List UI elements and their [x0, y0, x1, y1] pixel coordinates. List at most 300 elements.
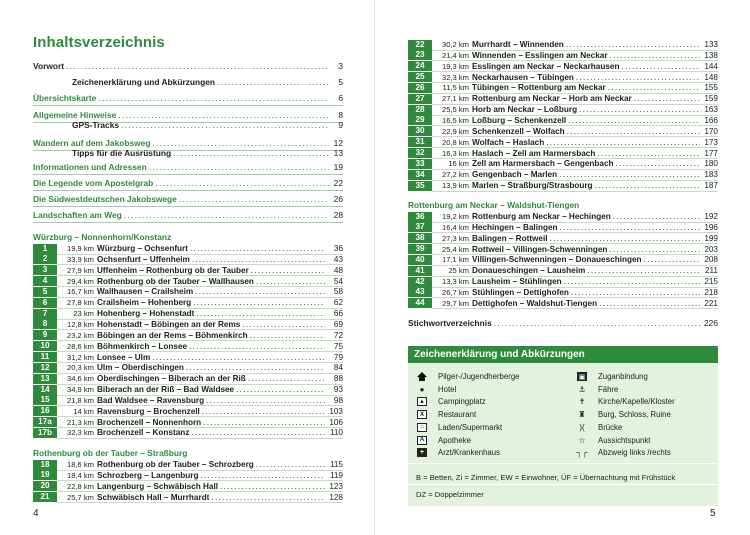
- leader-dots: [579, 105, 700, 114]
- stage-distance: 18,4 km: [66, 470, 94, 480]
- stage-number-badge: 30: [408, 126, 432, 136]
- stage-number-badge: 4: [33, 276, 57, 286]
- stage-route: Hohenberg – Hohenstadt: [97, 309, 195, 319]
- stage-distance: 14 km: [73, 406, 94, 416]
- stage-distance: 30,2 km: [441, 40, 469, 49]
- stage-number-badge: 38: [408, 233, 432, 243]
- stage-route: Schwäbisch Hall – Murrhardt: [97, 492, 210, 502]
- stage-route: Rottenburg am Neckar – Horb am Neckar: [472, 94, 632, 104]
- stage-page: 66: [333, 309, 343, 319]
- stage-row[interactable]: [408, 169, 718, 180]
- toc-entry-label: Wandern auf dem Jakobsweg: [33, 138, 151, 148]
- toc-entry-page: 3: [338, 61, 343, 71]
- toc-entry-label: Übersichtskarte: [33, 93, 97, 103]
- leader-dots: [494, 318, 702, 329]
- toc-entry[interactable]: [72, 77, 343, 88]
- stage-page: 163: [704, 105, 718, 115]
- stage-route: Horb am Neckar – Loßburg: [472, 105, 578, 115]
- legend-item: [576, 447, 671, 458]
- stage-number-badge: 35: [408, 181, 432, 191]
- stage-number-badge: 6: [33, 298, 57, 308]
- leader-dots: [566, 40, 700, 49]
- leader-dots: [587, 266, 700, 275]
- stage-number-badge: 16: [33, 406, 57, 416]
- stage-distance: 27,2 km: [441, 170, 469, 180]
- toc-entry-page: 12: [333, 138, 343, 148]
- stage-number-badge: 36: [408, 212, 432, 222]
- stage-row[interactable]: [33, 373, 343, 384]
- leader-dots: [597, 149, 700, 158]
- restaurant-icon: X: [416, 410, 428, 420]
- stage-page: 173: [704, 137, 718, 147]
- stage-distance: 16,4 km: [441, 222, 469, 232]
- stage-row[interactable]: [33, 352, 343, 363]
- stage-page: 183: [704, 170, 718, 180]
- stage-page: 75: [333, 341, 343, 351]
- legend-item: [576, 384, 618, 395]
- stage-distance: 20,3 km: [66, 363, 94, 373]
- toc-entry-page: 26: [333, 194, 343, 204]
- shop-icon: ⌂: [416, 422, 428, 432]
- toc-entry[interactable]: [72, 120, 343, 131]
- stage-distance: 13,3 km: [441, 277, 469, 287]
- stage-route: Villingen-Schwenningen – Donaueschingen: [472, 255, 642, 265]
- legend-label: Laden/Supermarkt: [438, 422, 503, 432]
- stage-number-badge: 44: [408, 298, 432, 308]
- stage-distance: 20,8 km: [441, 137, 469, 147]
- stage-number-badge: 24: [408, 61, 432, 71]
- stage-number-badge: 43: [408, 287, 432, 297]
- stage-page: 54: [333, 276, 343, 286]
- stage-row[interactable]: [33, 470, 343, 481]
- stage-page: 43: [333, 254, 343, 264]
- stage-number-badge: 2: [33, 254, 57, 264]
- stage-distance: 19,2 km: [441, 212, 469, 221]
- pharmacy-icon: A: [416, 435, 428, 445]
- stage-distance: 23,2 km: [66, 330, 94, 340]
- stage-number-badge: 17b: [33, 428, 57, 438]
- stage-row[interactable]: [33, 297, 343, 308]
- stage-distance: 17,1 km: [441, 255, 469, 265]
- leader-dots: [66, 61, 329, 72]
- section-title-rottenburg: Rottenburg am Neckar – Waldshut-Tiengen: [408, 200, 580, 210]
- stage-number-badge: 25: [408, 72, 432, 82]
- stage-route: Schenkenzell – Wolfach: [472, 126, 565, 136]
- toc-entry[interactable]: [33, 61, 343, 72]
- leader-dots: [98, 93, 329, 104]
- stage-route: Wolfach – Haslach: [472, 137, 545, 147]
- toc-entry-page: 13: [333, 148, 343, 158]
- stage-row[interactable]: [33, 265, 343, 276]
- leader-dots: [196, 309, 325, 318]
- leader-dots: [571, 288, 700, 297]
- stage-row[interactable]: [33, 254, 343, 265]
- toc-entry[interactable]: [33, 178, 343, 189]
- stage-row[interactable]: [408, 50, 718, 61]
- legend-label: Abzweig links /rechts: [598, 448, 671, 458]
- legend-label: Brücke: [598, 422, 623, 432]
- stage-divider: [432, 308, 718, 309]
- leader-dots: [124, 210, 329, 221]
- leader-dots: [608, 83, 700, 92]
- leader-dots: [546, 138, 700, 147]
- stage-row[interactable]: [408, 93, 718, 104]
- stage-number-badge: 8: [33, 319, 57, 329]
- legend-item: [416, 384, 456, 395]
- leader-dots: [202, 407, 325, 416]
- toc-entry-label: Zeichenerklärung und Abkürzungen: [72, 77, 216, 87]
- legend-divider: [408, 463, 718, 464]
- stage-row[interactable]: [33, 481, 343, 492]
- page-number-right: 5: [710, 508, 716, 519]
- stage-route: Hohenstadt – Böbingen an der Rems: [97, 319, 241, 329]
- hostel-icon: [416, 372, 428, 382]
- stage-route: Ulm – Oberdischingen: [97, 363, 184, 373]
- turn-icon: ┐┌: [576, 448, 588, 458]
- stage-row[interactable]: [408, 126, 718, 137]
- stage-page: 203: [704, 244, 718, 254]
- legend-item: [416, 371, 520, 382]
- leader-dots: [256, 277, 325, 286]
- stage-route: Tübingen – Rottenburg am Neckar: [472, 83, 606, 93]
- legend-item: [416, 409, 476, 420]
- toc-entry-page: 8: [338, 110, 343, 120]
- stage-route: Crailsheim – Hohenberg: [97, 298, 192, 308]
- stage-route: Esslingen am Neckar – Neckarhausen: [472, 61, 620, 71]
- stage-row[interactable]: [408, 104, 718, 115]
- legend-abbrev-line-1: B = Betten, Zi = Zimmer, EW = Einwohner, ÜF = Übernachtung mit Frühstück: [416, 473, 676, 482]
- toc-entry[interactable]: [33, 162, 343, 173]
- stage-route: Ravensburg – Brochenzell: [97, 406, 200, 416]
- stage-route: Zell am Harmersbach – Gengenbach: [472, 159, 614, 169]
- stage-row[interactable]: [408, 158, 718, 169]
- camping-icon: ▲: [416, 397, 428, 407]
- stage-route: Winnenden – Esslingen am Neckar: [472, 50, 608, 60]
- stage-route: Ochsenfurt – Uffenheim: [97, 254, 190, 264]
- leader-dots: [613, 212, 700, 221]
- stage-page: 128: [329, 492, 343, 502]
- legend-label: Fähre: [598, 384, 619, 394]
- stage-distance: 27,9 km: [66, 265, 94, 275]
- leader-dots: [595, 181, 700, 190]
- stage-row[interactable]: [408, 298, 718, 309]
- legend-divider: [408, 484, 718, 485]
- stage-page: 103: [329, 406, 343, 416]
- entry-underline: [33, 190, 343, 191]
- stage-number-badge: 29: [408, 115, 432, 125]
- stage-distance: 31,2 km: [66, 352, 94, 362]
- stage-distance: 27,8 km: [66, 298, 94, 308]
- leader-dots: [568, 116, 700, 125]
- toc-entry[interactable]: [72, 148, 343, 159]
- stage-number-badge: 9: [33, 330, 57, 340]
- stage-distance: 32,3 km: [66, 428, 94, 438]
- legend-item: [416, 422, 502, 433]
- stage-route: Rothenburg ob der Tauber – Schrozberg: [97, 460, 254, 469]
- right-page: [375, 0, 750, 535]
- stage-route: Schrozberg – Langenburg: [97, 470, 199, 480]
- stage-route: Wallhausen – Crailsheim: [97, 287, 194, 297]
- stage-page: 170: [704, 126, 718, 136]
- legend-label: Kirche/Kapelle/Kloster: [598, 397, 675, 407]
- stage-divider: [432, 191, 718, 192]
- toc-entry-page: 9: [338, 120, 343, 130]
- leader-dots: [576, 73, 700, 82]
- toc-entry-page: 28: [333, 210, 343, 220]
- stage-page: 123: [329, 481, 343, 491]
- stage-page: 199: [704, 233, 718, 243]
- viewpoint-icon: ☆: [578, 435, 586, 445]
- toc-entry-index[interactable]: [408, 318, 718, 329]
- legend-label: Restaurant: [438, 410, 477, 420]
- legend-label: Apotheke: [438, 435, 471, 445]
- leader-dots: [190, 244, 325, 253]
- stage-page: 166: [704, 115, 718, 125]
- stage-distance: 22,8 km: [66, 481, 94, 491]
- stage-route: Biberach an der Riß – Bad Waldsee: [97, 385, 235, 395]
- stage-page: 119: [329, 470, 343, 480]
- doctor-icon: +: [416, 448, 428, 458]
- stage-row[interactable]: [33, 319, 343, 330]
- leader-dots: [191, 428, 325, 437]
- legend-label: Burg, Schloss, Ruine: [598, 410, 671, 420]
- stage-distance: 12,8 km: [66, 319, 94, 329]
- stage-distance: 21,4 km: [441, 50, 469, 60]
- stage-row[interactable]: [33, 384, 343, 395]
- castle-icon: ♜: [578, 410, 586, 420]
- stage-page: 106: [329, 417, 343, 427]
- legend-item: [576, 409, 671, 420]
- leader-dots: [121, 120, 329, 131]
- stage-row[interactable]: [33, 330, 343, 341]
- stage-row[interactable]: [408, 222, 718, 233]
- stage-distance: 27,3 km: [441, 233, 469, 243]
- stage-number-badge: 12: [33, 363, 57, 373]
- stage-page: 177: [704, 148, 718, 158]
- stage-distance: 32,3 km: [441, 72, 469, 82]
- stage-distance: 16,3 km: [441, 148, 469, 158]
- legend-label: Zuganbindung: [598, 372, 648, 381]
- legend-label: Aussichtspunkt: [598, 435, 651, 445]
- legend-item: [416, 396, 486, 407]
- stage-number-badge: 14: [33, 385, 57, 395]
- page-number-left: 4: [33, 508, 39, 519]
- stage-distance: 26,7 km: [441, 287, 469, 297]
- stage-page: 208: [704, 255, 718, 265]
- stage-row[interactable]: [408, 148, 718, 159]
- stage-page: 115: [329, 460, 343, 469]
- leader-dots: [242, 320, 325, 329]
- leader-dots: [634, 94, 700, 103]
- stage-row[interactable]: [33, 243, 343, 254]
- stage-row[interactable]: [408, 82, 718, 93]
- stage-number-badge: 33: [408, 159, 432, 169]
- stage-row[interactable]: [408, 233, 718, 244]
- stage-number-badge: 41: [408, 266, 432, 276]
- stage-page: 148: [704, 72, 718, 82]
- stage-row[interactable]: [33, 286, 343, 297]
- leader-dots: [251, 266, 325, 275]
- stage-number-badge: 32: [408, 148, 432, 158]
- stage-page: 62: [333, 298, 343, 308]
- section-title-wuerzburg: Würzburg – Nonnenhorn/Konstanz: [33, 232, 172, 242]
- stage-distance: 27,1 km: [441, 94, 469, 104]
- stage-number-badge: 40: [408, 255, 432, 265]
- stage-distance: 25 km: [448, 266, 469, 276]
- stage-distance: 29,7 km: [441, 298, 469, 308]
- entry-underline: [33, 206, 343, 207]
- stage-page: 36: [333, 244, 343, 253]
- leader-dots: [179, 194, 329, 205]
- stage-row[interactable]: [408, 211, 718, 222]
- stage-page: 88: [333, 374, 343, 384]
- stage-page: 58: [333, 287, 343, 297]
- stage-page: 79: [333, 352, 343, 362]
- stage-route: Langenburg – Schwäbisch Hall: [97, 481, 219, 491]
- stage-route: Hechingen – Balingen: [472, 222, 558, 232]
- toc-entry-label: Vorwort: [33, 61, 65, 71]
- stage-distance: 34,9 km: [66, 385, 94, 395]
- leader-dots: [567, 127, 700, 136]
- stage-page: 221: [704, 298, 718, 308]
- leader-dots: [610, 51, 700, 60]
- leader-dots: [195, 287, 325, 296]
- legend-abbrev-line-2: DZ = Doppelzimmer: [416, 490, 484, 499]
- stage-row[interactable]: [33, 492, 343, 503]
- stage-row[interactable]: [408, 254, 718, 265]
- stage-row[interactable]: [408, 265, 718, 276]
- toc-entry-label: Stichwortverzeichnis: [408, 318, 492, 328]
- toc-entry-label: Informationen und Adressen: [33, 162, 147, 172]
- leader-dots: [152, 353, 325, 362]
- leader-dots: [203, 418, 325, 427]
- toc-entry[interactable]: [33, 210, 343, 221]
- stage-page: 84: [333, 363, 343, 373]
- stage-distance: 23 km: [73, 309, 94, 319]
- toc-entry-label: Tipps für die Ausrüstung: [72, 148, 172, 158]
- stage-distance: 22,9 km: [441, 126, 469, 136]
- train-icon: ▣: [578, 373, 586, 381]
- entry-underline: [33, 174, 343, 175]
- stage-number-badge: 22: [408, 40, 432, 50]
- stage-route: Lausheim – Stühlingen: [472, 277, 562, 287]
- stage-route: Murrhardt – Winnenden: [472, 40, 564, 49]
- stage-row[interactable]: [33, 308, 343, 319]
- leader-dots: [621, 62, 700, 71]
- leader-dots: [250, 331, 325, 340]
- stage-row[interactable]: [33, 341, 343, 352]
- leader-dots: [559, 170, 700, 179]
- leader-dots: [189, 342, 325, 351]
- stage-route: Haslach – Zell am Harmersbach: [472, 148, 596, 158]
- stage-route: Stühlingen – Dettighofen: [472, 287, 569, 297]
- church-icon: ✝: [578, 397, 586, 407]
- leader-dots: [599, 299, 700, 308]
- legend-label: Hotel: [438, 384, 457, 394]
- stage-row[interactable]: [408, 276, 718, 287]
- legend-item: [416, 447, 500, 458]
- toc-entry-label: GPS-Tracks: [72, 120, 120, 130]
- stage-number-badge: 18: [33, 460, 57, 470]
- leader-dots: [609, 245, 700, 254]
- stage-page: 110: [329, 428, 343, 438]
- stage-distance: 19,9 km: [66, 244, 94, 253]
- stage-row[interactable]: [408, 39, 718, 50]
- stage-page: 187: [704, 181, 718, 191]
- toc-entry[interactable]: [33, 93, 343, 104]
- toc-entry[interactable]: [33, 194, 343, 205]
- stage-page: 155: [704, 83, 718, 93]
- stage-number-badge: 42: [408, 277, 432, 287]
- stage-route: Donaueschingen – Lausheim: [472, 266, 586, 276]
- entry-underline: [33, 222, 343, 223]
- stage-route: Brochenzell – Konstanz: [97, 428, 190, 438]
- stage-route: Rottweil – Villingen-Schwenningen: [472, 244, 608, 254]
- leader-dots: [256, 460, 325, 469]
- stage-row[interactable]: [33, 276, 343, 287]
- stage-number-badge: 7: [33, 309, 57, 319]
- stage-row[interactable]: [408, 244, 718, 255]
- leader-dots: [186, 363, 325, 372]
- stage-distance: 28,6 km: [66, 341, 94, 351]
- stage-row[interactable]: [33, 406, 343, 417]
- stage-distance: 16 km: [448, 159, 469, 169]
- stage-number-badge: 5: [33, 287, 57, 297]
- stage-row[interactable]: [408, 287, 718, 298]
- stage-number-badge: 37: [408, 222, 432, 232]
- leader-dots: [564, 277, 700, 286]
- stage-row[interactable]: [408, 115, 718, 126]
- legend-title: Zeichenerklärung und Abkürzungen: [408, 346, 718, 363]
- stage-number-badge: 31: [408, 137, 432, 147]
- stage-row[interactable]: [33, 395, 343, 406]
- stage-page: 196: [704, 222, 718, 232]
- stage-route: Bad Waldsee – Ravensburg: [97, 395, 205, 405]
- stage-row[interactable]: [408, 72, 718, 83]
- stage-row[interactable]: [33, 417, 343, 428]
- leader-dots: [236, 385, 325, 394]
- toc-entry-page: 6: [338, 93, 343, 103]
- section-title-rothenburg: Rothenburg ob der Tauber – Straßburg: [33, 448, 188, 458]
- stage-row[interactable]: [33, 427, 343, 438]
- stage-row[interactable]: [33, 459, 343, 470]
- stage-number-badge: 15: [33, 395, 57, 405]
- stage-number-badge: 11: [33, 352, 57, 362]
- legend-label: Arzt/Krankenhaus: [438, 448, 500, 458]
- leader-dots: [217, 77, 329, 88]
- stage-page: 93: [333, 385, 343, 395]
- ferry-icon: ⚓: [578, 384, 586, 394]
- stage-distance: 13,9 km: [441, 181, 469, 191]
- leader-dots: [192, 255, 325, 264]
- stage-row[interactable]: [408, 180, 718, 191]
- stage-page: 218: [704, 287, 718, 297]
- legend-label: Pilger-/Jugendherberge: [438, 372, 520, 381]
- stage-page: 98: [333, 395, 343, 405]
- stage-distance: 25,5 km: [441, 105, 469, 115]
- stage-page: 72: [333, 330, 343, 340]
- legend-box: [408, 346, 718, 506]
- stage-distance: 19,3 km: [441, 61, 469, 71]
- bridge-icon: )(: [579, 422, 585, 432]
- stage-number-badge: 19: [33, 470, 57, 480]
- leader-dots: [149, 162, 329, 173]
- stage-distance: 34,6 km: [66, 374, 94, 384]
- stage-distance: 21,8 km: [66, 395, 94, 405]
- stage-row[interactable]: [33, 362, 343, 373]
- stage-row[interactable]: [408, 137, 718, 148]
- stage-row[interactable]: [408, 61, 718, 72]
